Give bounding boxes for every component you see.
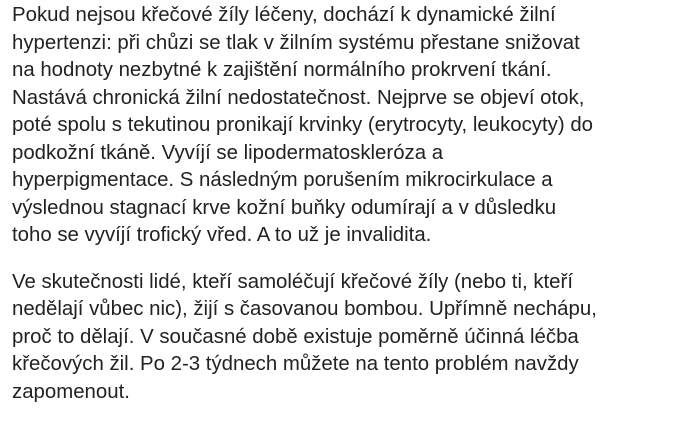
text-line: nedělají vůbec nic), žijí s časovanou bombou. Upřímně nechápu,: [12, 298, 597, 320]
text-line: proč to dělají. V současné době existuje poměrně účinná léčba: [12, 325, 579, 348]
text-line: poté spolu s tekutinou pronikají krvinky (erytrocyty, leukocyty) do: [12, 114, 594, 136]
text-line: křečových žil. Po 2-3 týdnech můžete na tento problém navždy: [12, 353, 579, 375]
text-line: na hodnoty nezbytné k zajištění normálního prokrvení tkání.: [12, 59, 552, 81]
text-line: toho se vyvíjí trofický vřed. A to už je invalidita.: [12, 224, 432, 246]
text-line: výslednou stagnací krve kožní buňky odumírají a v důsledku: [12, 196, 557, 219]
paragraph-1: [12, 2, 698, 250]
text-line: hyperpigmentace. S následným porušením mikrocirkulace a: [12, 169, 553, 191]
text-line: podkožní tkáně. Vyvíjí se lipodermatoskleróza a: [12, 141, 444, 164]
text-line: zapomenout.: [12, 380, 130, 403]
text-line: hypertenzi: při chůzi se tlak v žilním systému přestane snižovat: [12, 31, 580, 54]
text-line: Nastává chronická žilní nedostatečnost. Nejprve se objeví otok,: [12, 86, 585, 109]
article-body: [12, 2, 698, 406]
text-line: Pokud nejsou křečové žíly léčeny, dochází k dynamické žilní: [12, 4, 556, 26]
paragraph-2: [12, 269, 698, 407]
text-line: Ve skutečnosti lidé, kteří samoléčují křečové žíly (nebo ti, kteří: [12, 270, 573, 293]
